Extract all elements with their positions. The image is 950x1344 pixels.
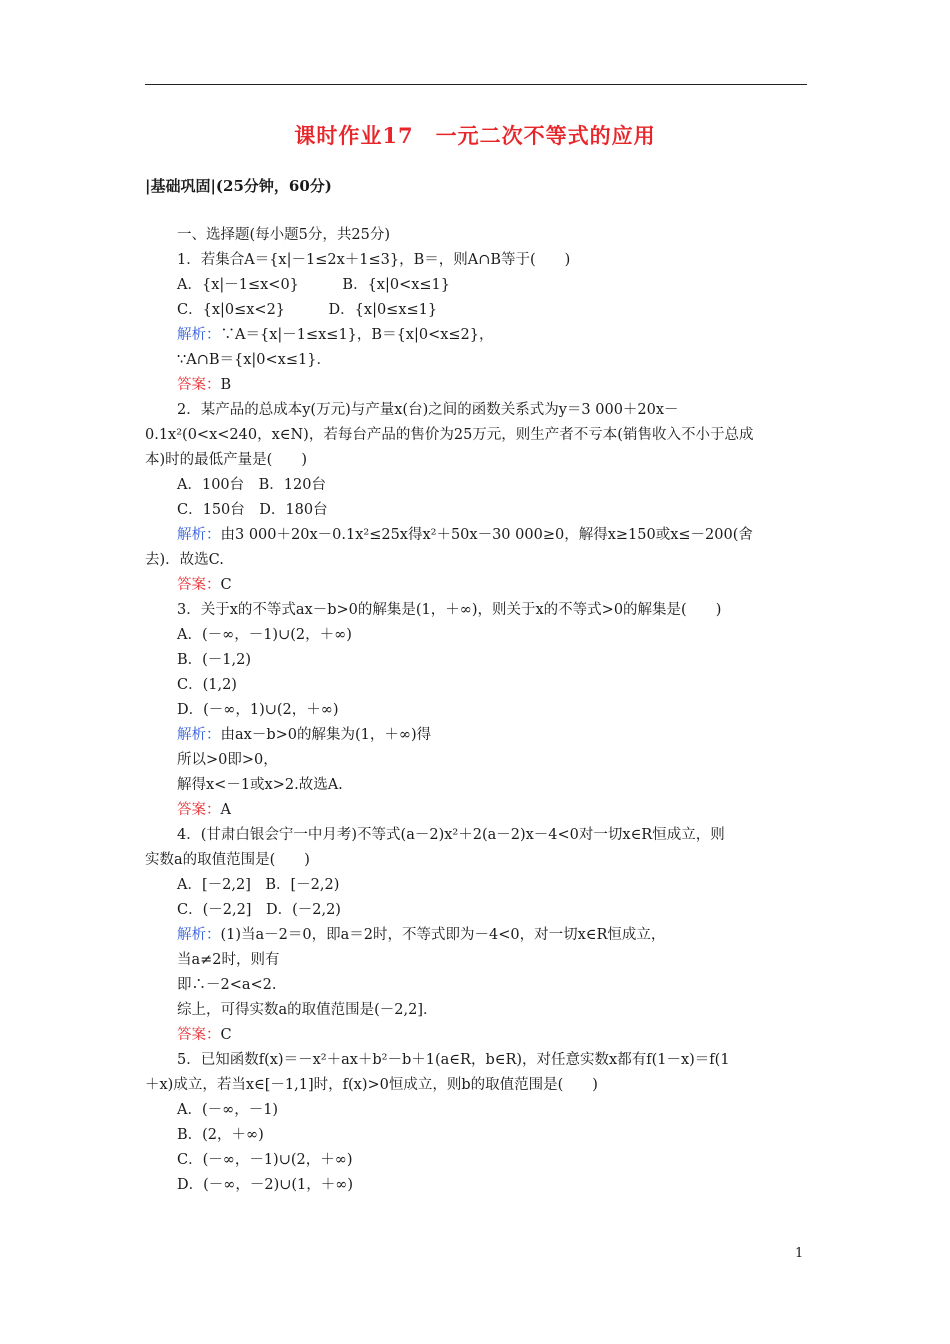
q1-stem: 1．若集合A＝{x|－1≤2x＋1≤3}，B＝，则A∩B等于( ) xyxy=(177,252,571,268)
q4-solution-line1 xyxy=(145,923,810,948)
exercise-content xyxy=(145,223,810,1198)
q3-answer-value: A xyxy=(220,802,231,818)
q1-solution-line2: ∵A∩B＝{x|0<x≤1}． xyxy=(177,352,331,368)
q2-stem-line2: 0.1x²(0<x<240，x∈N)，若每台产品的售价为25万元，则生产者不亏本(销售收入不小于总成 xyxy=(145,427,754,443)
answer-label: 答案： xyxy=(177,802,221,818)
page-title: 课时作业17 一元二次不等式的应用 xyxy=(294,123,656,148)
q3-solution-line3: 解得x<－1或x>2.故选A. xyxy=(177,777,343,793)
q3-option-a: A．(－∞，－1)∪(2，＋∞) xyxy=(177,627,352,643)
q3-stem: 3．关于x的不等式ax－b>0的解集是(1，＋∞)，则关于x的不等式>0的解集是( ) xyxy=(177,602,722,618)
q2-options-line2: C．150台 D．180台 xyxy=(177,502,328,518)
q4-solution-text1: (1)当a－2＝0，即a＝2时，不等式即为－4<0，对一切x∈R恒成立， xyxy=(220,927,666,943)
q2-answer-value: C xyxy=(220,577,232,593)
q5-option-d: D．(－∞，－2)∪(1，＋∞) xyxy=(177,1177,354,1193)
q1-answer-value: B xyxy=(220,377,232,393)
q2-stem-line3: 本)时的最低产量是( ) xyxy=(145,452,307,468)
q3-option-d: D．(－∞，1)∪(2，＋∞) xyxy=(177,702,339,718)
q5-stem-line1: 5．已知函数f(x)＝－x²＋ax＋b²－b＋1(a∈R，b∈R)，对任意实数x都有f(1－x)＝f(1 xyxy=(177,1052,730,1068)
q5-option-a: A．(－∞，－1) xyxy=(177,1102,279,1118)
answer-label: 答案： xyxy=(177,1027,221,1043)
q3-solution-text1: 由ax－b>0的解集为(1，＋∞)得 xyxy=(220,727,432,743)
q5-stem-line2: ＋x)成立，若当x∈[－1,1]时，f(x)>0恒成立，则b的取值范围是( ) xyxy=(145,1077,598,1093)
solution-label: 解析： xyxy=(177,327,221,343)
solution-label: 解析： xyxy=(177,527,221,543)
q4-solution-line3: 即∴－2<a<2. xyxy=(177,977,277,993)
q1-options-line1: A．{x|－1≤x<0} B．{x|0<x≤1} xyxy=(177,277,451,293)
solution-label: 解析： xyxy=(177,927,221,943)
q5-option-b: B．(2，＋∞) xyxy=(177,1127,264,1143)
q4-options-line1: A．[－2,2] B．[－2,2) xyxy=(177,877,340,893)
section-header: |基础巩固|(25分钟，60分) xyxy=(145,177,332,195)
q3-option-b: B．(－1,2) xyxy=(177,652,252,668)
q1-solution-text1: ∵A＝{x|－1≤x≤1}，B＝{x|0<x≤2}， xyxy=(220,327,494,343)
q3-solution-line2: 所以>0即>0， xyxy=(177,752,278,768)
answer-label: 答案： xyxy=(177,377,221,393)
top-rule xyxy=(145,84,807,85)
q3-answer xyxy=(145,798,810,823)
q1-options-line2: C．{x|0≤x<2} D．{x|0≤x≤1} xyxy=(177,302,438,318)
q4-options-line2: C．(－2,2] D．(－2,2) xyxy=(177,902,341,918)
q1-solution-line1 xyxy=(145,323,810,348)
part-header: 一、选择题(每小题5分，共25分) xyxy=(177,227,390,243)
q4-solution-line2: 当a≠2时，则有 xyxy=(177,952,280,968)
q2-solution-text1: 由3 000＋20x－0.1x²≤25x得x²＋50x－30 000≥0，解得x≥150或x≤－200(舍 xyxy=(220,527,753,543)
q2-solution-line2: 去)．故选C. xyxy=(145,552,224,568)
answer-label: 答案： xyxy=(177,577,221,593)
solution-label: 解析： xyxy=(177,727,221,743)
q2-stem-line1: 2．某产品的总成本y(万元)与产量x(台)之间的函数关系式为y＝3 000＋20x－ xyxy=(177,402,679,418)
q4-solution-line4: 综上，可得实数a的取值范围是(－2,2]． xyxy=(177,1002,438,1018)
q4-stem-line2: 实数a的取值范围是( ) xyxy=(145,852,310,868)
q2-answer xyxy=(145,573,810,598)
q3-solution-line1 xyxy=(145,723,810,748)
q4-answer-value: C xyxy=(220,1027,232,1043)
q2-options-line1: A．100台 B．120台 xyxy=(177,477,326,493)
page-number: 1 xyxy=(795,1246,804,1261)
q5-option-c: C．(－∞，－1)∪(2，＋∞) xyxy=(177,1152,353,1168)
q1-answer xyxy=(145,373,810,398)
q2-solution-line1 xyxy=(145,523,810,548)
q4-answer xyxy=(145,1023,810,1048)
q4-stem-line1: 4．(甘肃白银会宁一中月考)不等式(a－2)x²＋2(a－2)x－4<0对一切x∈R恒成立，则 xyxy=(177,827,725,843)
q3-option-c: C．(1,2) xyxy=(177,677,237,693)
